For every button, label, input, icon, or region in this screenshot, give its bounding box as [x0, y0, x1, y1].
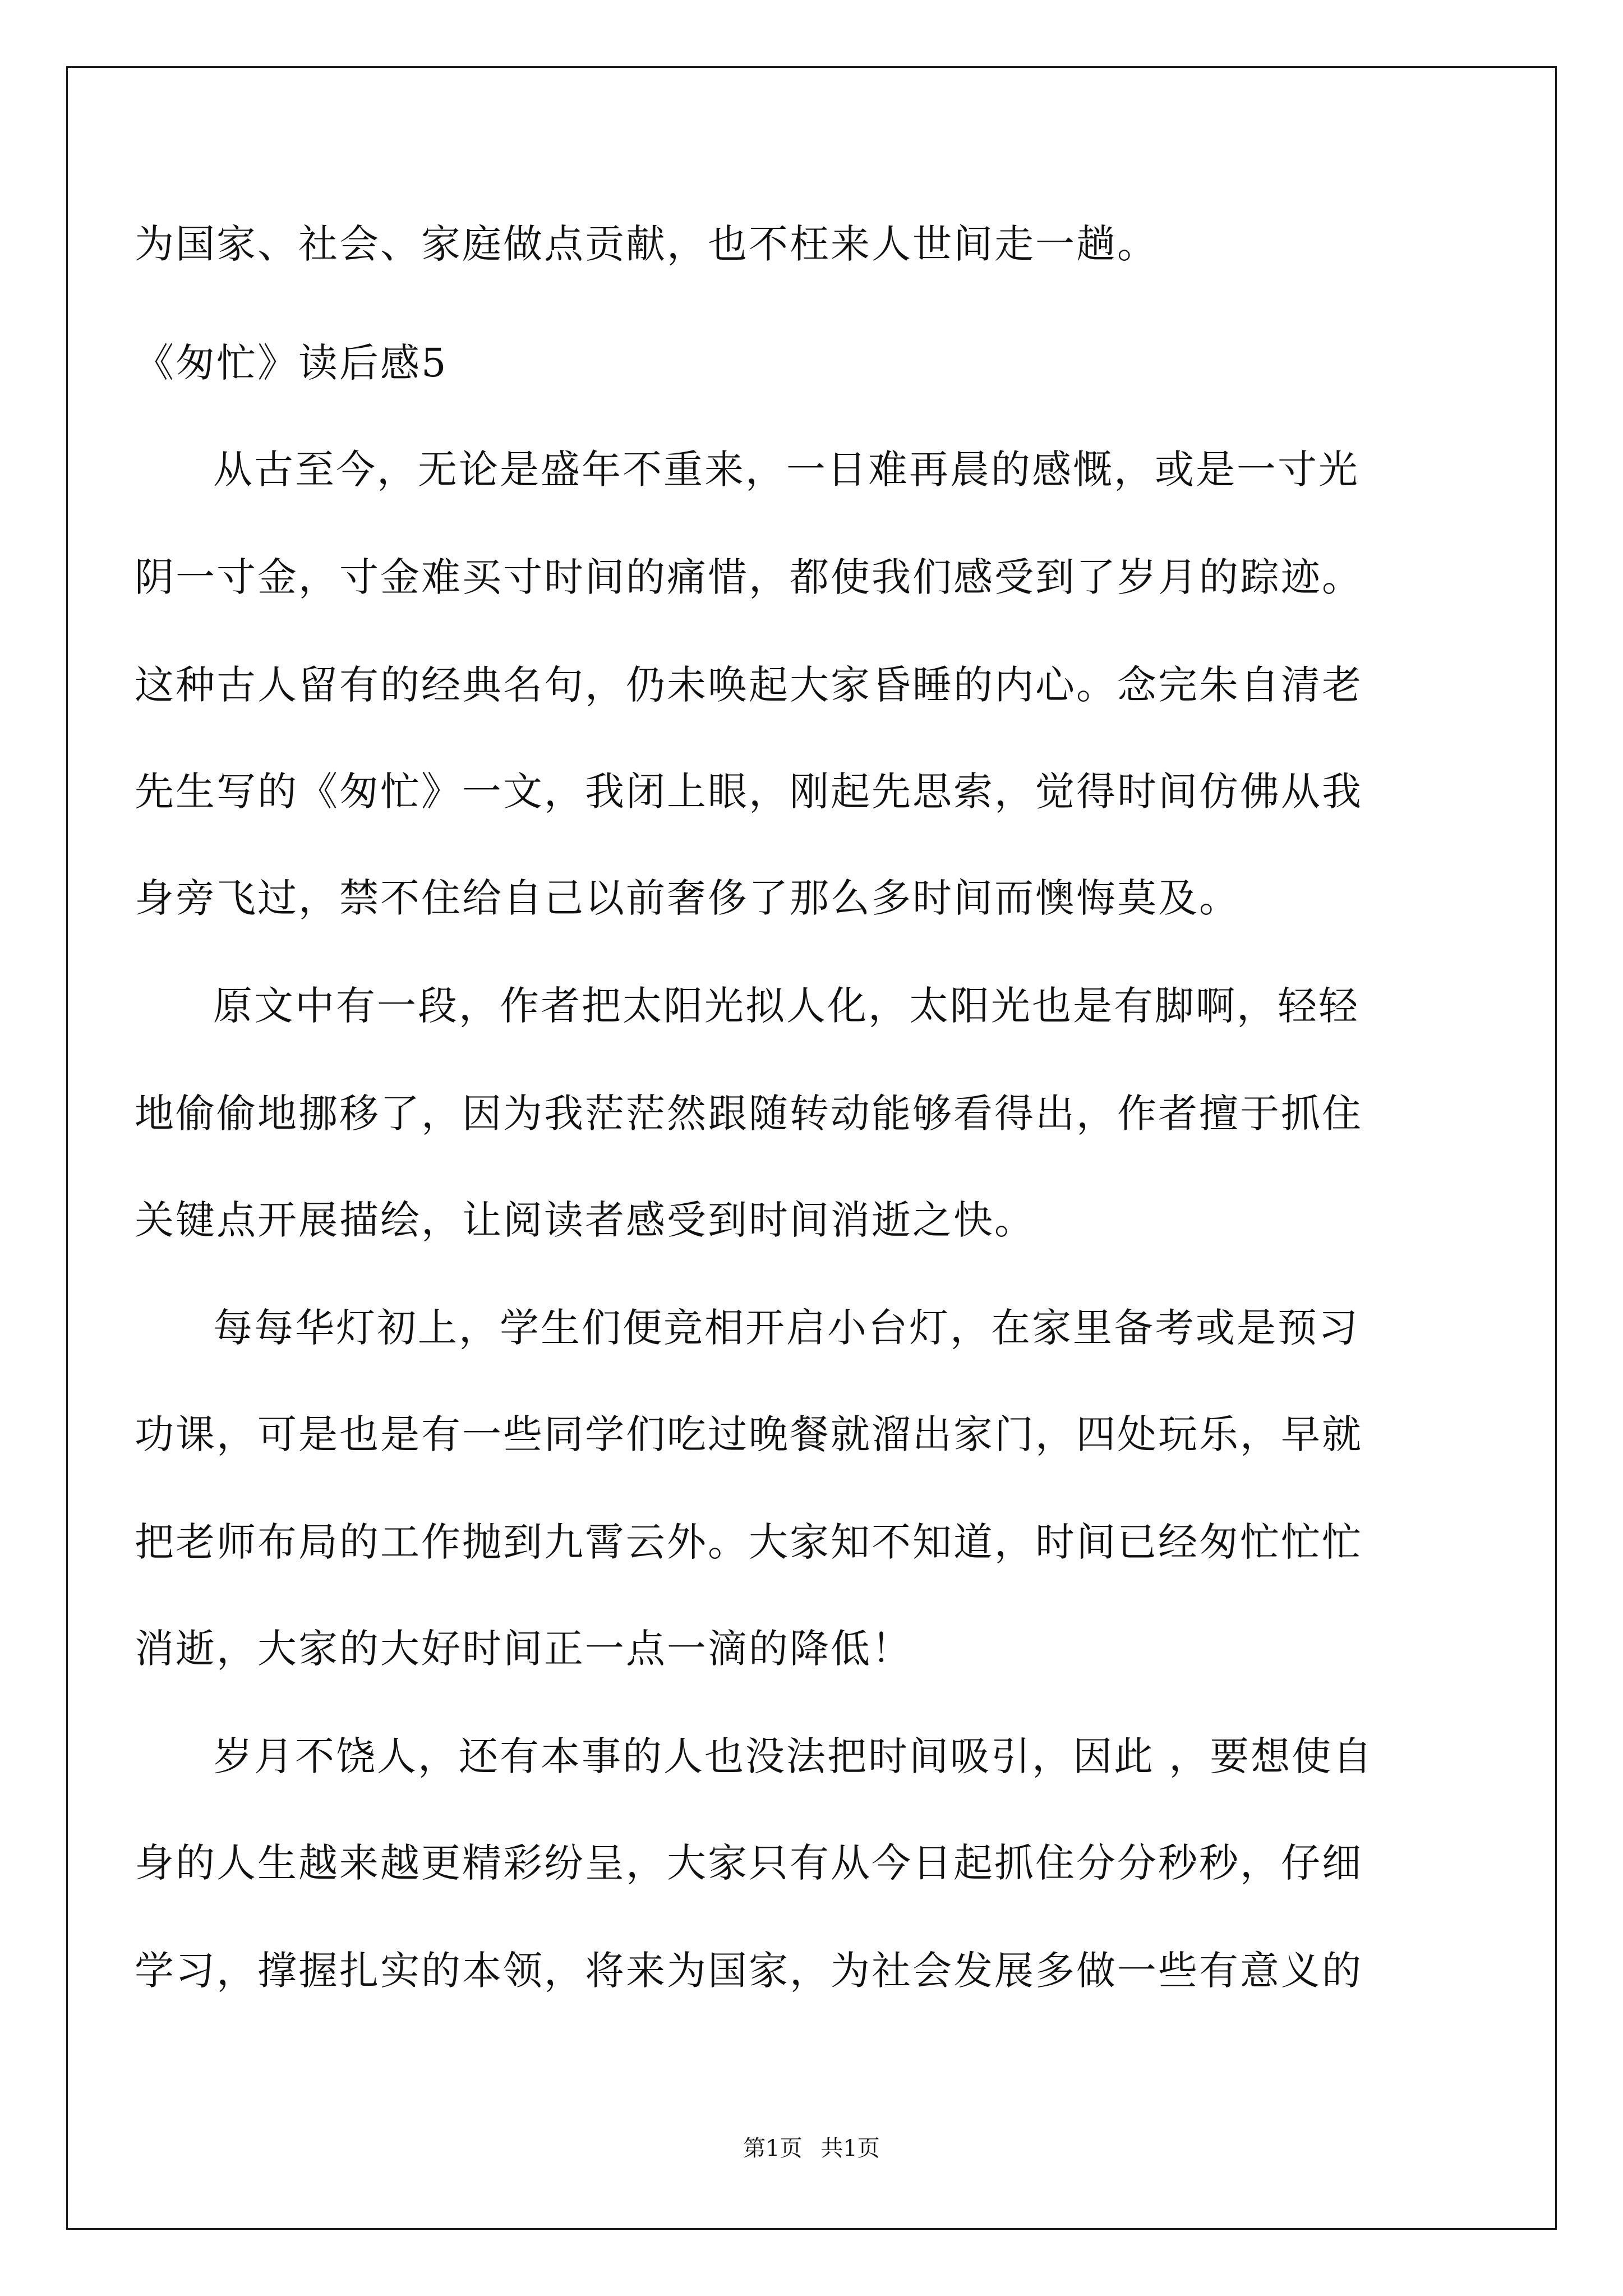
text-line: 阴一寸金，寸金难买寸时间的痛惜，都使我们感受到了岁月的踪迹。	[135, 554, 1363, 600]
text-line: 原文中有一段，作者把太阳光拟人化，太阳光也是有脚啊，轻轻	[213, 983, 1359, 1029]
text-line: 关键点开展描绘，让阅读者感受到时间消逝之快。	[135, 1197, 1035, 1243]
text-line: 为国家、社会、家庭做点贡献，也不枉来人世间走一趟。	[135, 221, 1158, 267]
text-line: 功课，可是也是有一些同学们吃过晚餐就溜出家门，四处玩乐，早就	[135, 1411, 1363, 1457]
text-line: 先生写的《匆忙》一文，我闭上眼，刚起先思索，觉得时间仿佛从我	[135, 769, 1363, 815]
text-line: 身旁飞过，禁不住给自己以前奢侈了那么多时间而懊悔莫及。	[135, 875, 1240, 921]
text-line: 地偷偷地挪移了，因为我茫茫然跟随转动能够看得出，作者擅于抓住	[135, 1091, 1363, 1137]
text-line: 学习，撑握扎实的本领，将来为国家，为社会发展多做一些有意义的	[135, 1948, 1363, 1994]
text-line: 每每华灯初上，学生们便竞相开启小台灯，在家里备考或是预习	[213, 1305, 1359, 1351]
page-number: 第1页	[743, 2136, 803, 2161]
text-line: 这种古人留有的经典名句，仍未唤起大家昏睡的内心。念完朱自清老	[135, 662, 1363, 708]
page-frame	[66, 66, 1557, 2230]
page-total: 共1页	[820, 2136, 880, 2161]
page-footer	[0, 2137, 1623, 2160]
text-line: 从古至今，无论是盛年不重来，一日难再晨的感慨，或是一寸光	[213, 447, 1359, 493]
text-line: 身的人生越来越更精彩纷呈，大家只有从今日起抓住分分秒秒，仔细	[135, 1840, 1363, 1886]
section-heading: 《匆忙》读后感5	[135, 340, 448, 386]
text-line: 把老师布局的工作抛到九霄云外。大家知不知道，时间已经匆忙忙忙	[135, 1519, 1363, 1565]
text-line: 消逝，大家的大好时间正一点一滴的降低！	[135, 1626, 912, 1672]
text-line: 岁月不饶人，还有本事的人也没法把时间吸引，因此 ，要想使自	[213, 1733, 1374, 1779]
